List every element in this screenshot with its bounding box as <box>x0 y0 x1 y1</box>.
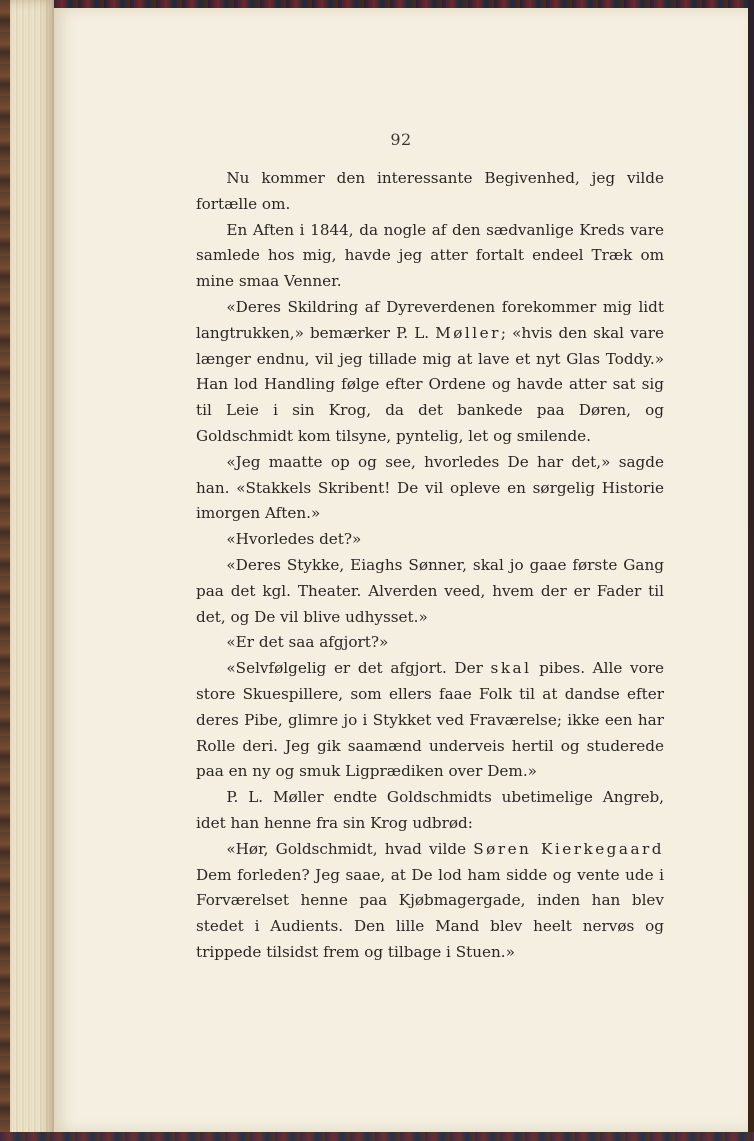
spaced-emphasis-text: skal <box>490 659 532 678</box>
text-run: P. L. Møller endte Goldschmidts ubetimelige Angreb, idet han henne fra sin Krog udbrød: <box>196 788 664 832</box>
text-run: «Jeg maatte op og see, hvorledes De har det,» sagde han. «Stakkels Skribent! De vil opleve en sørgelig Historie imorgen Aften.» <box>196 452 664 523</box>
text-run: «Er det saa afgjort?» <box>226 633 389 652</box>
paragraph <box>196 166 664 218</box>
paragraph <box>196 295 664 450</box>
paragraph <box>196 630 664 656</box>
paragraph <box>196 656 664 785</box>
paragraph <box>196 450 664 527</box>
page-number: 92 <box>390 130 412 149</box>
paragraph <box>196 553 664 630</box>
text-run: «Selvfølgelig er det afgjort. Der <box>226 659 491 678</box>
text-run: En Aften i 1844, da nogle af den sædvanlige Kreds vare samlede hos mig, havde jeg atter fortalt endeel Træk om mine smaa Venner. <box>196 220 664 291</box>
spaced-emphasis-text: Søren Kierkegaard <box>473 839 664 858</box>
paragraph <box>196 837 664 966</box>
text-run: «Hvorledes det?» <box>226 530 362 549</box>
paragraph <box>196 785 664 837</box>
body-text <box>196 166 664 966</box>
paragraph <box>196 527 664 553</box>
book-top-edge <box>0 0 754 8</box>
book-right-edge <box>748 0 754 1141</box>
text-run: Nu kommer den interessante Begivenhed, jeg vilde fortælle om. <box>196 169 664 213</box>
text-run: ; «hvis den skal vare længer endnu, vil jeg tillade mig at lave et nyt Glas Toddy.» Han lod Handling følge efter Ordene og havde atter sat sig til Leie i sin Krog, da det bankede paa Døren, og Goldschmidt kom tilsyne, pyntelig, let og smilende. <box>196 323 664 445</box>
book-bottom-edge <box>0 1132 754 1141</box>
text-run: pibes. Alle vore store Skuespillere, som ellers faae Folk til at dandse efter deres Pibe, glimre jo i Stykket ved Fraværelse; ikke een har Rolle deri. Jeg gik saamænd underveis hertil og studerede paa en ny og smuk Ligprædiken over Dem.» <box>196 659 664 781</box>
text-run: Dem forleden? Jeg saae, at De lod ham sidde og vente ude i Forværelset henne paa Kjøbmagergade, inden han blev stedet i Audients. Den lille Mand blev heelt nervøs og trippede tilsidst frem og tilbage i Stuen.» <box>196 865 664 961</box>
text-run: «Deres Skildring af Dyreverdenen forekommer mig lidt langtrukken,» bemærker P. L. <box>196 297 664 342</box>
paragraph <box>196 218 664 295</box>
book-page <box>54 8 748 1132</box>
book-gutter <box>0 0 54 1141</box>
spaced-emphasis-text: Møller <box>435 323 501 342</box>
text-run: «Deres Stykke, Eiaghs Sønner, skal jo gaae første Gang paa det kgl. Theater. Alverden veed, hvem der er Fader til det, og De vil blive udhysset.» <box>196 555 664 626</box>
text-run: «Hør, Goldschmidt, hvad vilde <box>226 839 474 858</box>
